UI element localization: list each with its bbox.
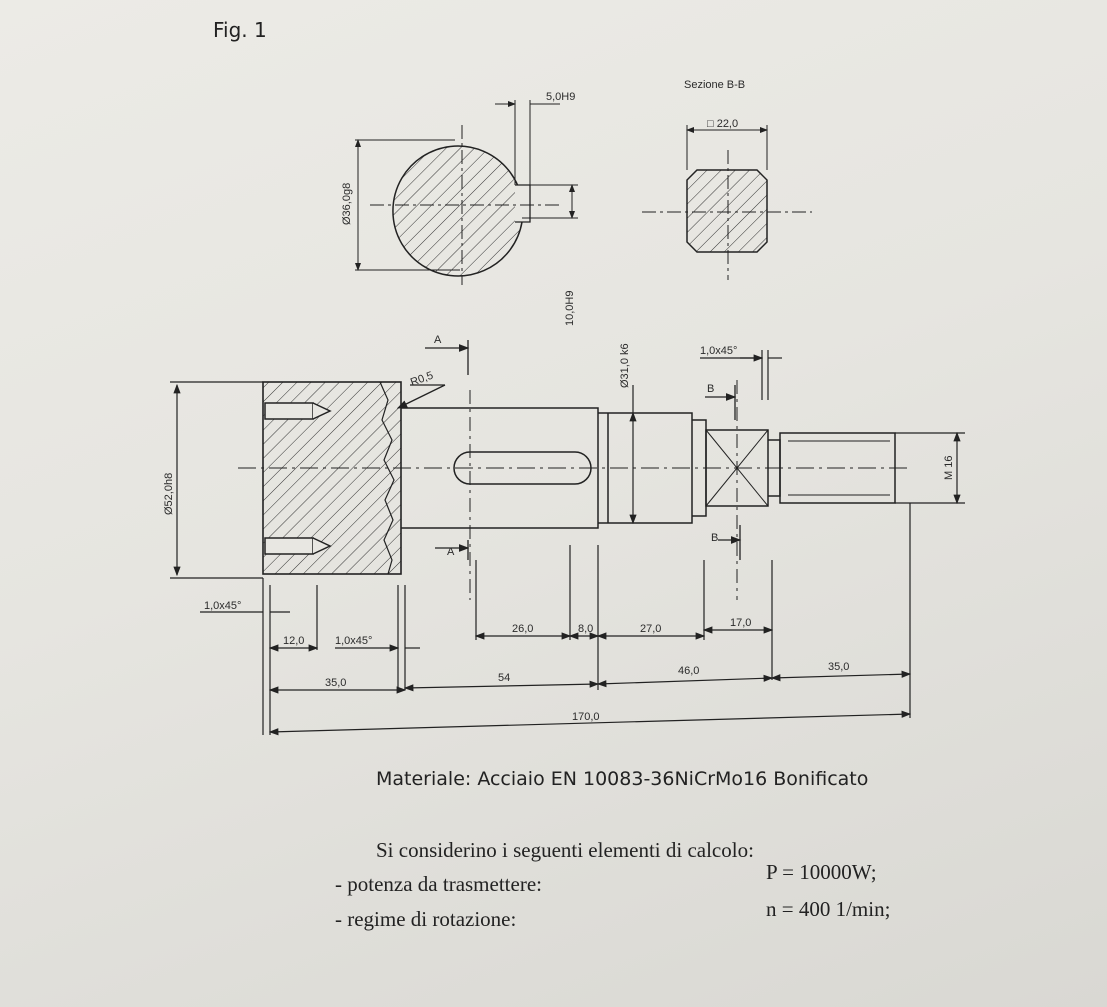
dim-12-label: 12,0 <box>283 635 305 647</box>
chamfer-right-label: 1,0x45° <box>700 345 738 357</box>
power-value: P = 10000W; <box>766 860 877 884</box>
keyway-depth-label: 10,0H9 <box>564 290 576 326</box>
section-a-view <box>355 100 578 285</box>
dim-26-label: 26,0 <box>512 623 534 635</box>
speed-label: - regime di rotazione: <box>335 907 517 931</box>
dim-54-label: 54 <box>498 672 511 684</box>
dim-27-label: 27,0 <box>640 623 662 635</box>
dim-17-label: 17,0 <box>730 617 752 629</box>
square-22-label: □ 22,0 <box>707 118 739 130</box>
power-label: - potenza da trasmettere: <box>335 872 542 896</box>
dim-35-left-label: 35,0 <box>325 677 347 689</box>
diameter-36-label: Ø36,0g8 <box>341 182 353 225</box>
dim-35-right-label: 35,0 <box>828 661 850 673</box>
section-a-top-label: A <box>434 334 442 346</box>
section-bb-label: Sezione B-B <box>684 79 746 91</box>
chamfer-left-label: 1,0x45° <box>204 600 242 612</box>
speed-value: n = 400 1/min; <box>766 897 891 921</box>
shaft-main-view <box>238 382 912 574</box>
section-a-bottom-label: A <box>447 546 455 558</box>
dim-8-label: 8,0 <box>578 623 594 635</box>
section-markers <box>398 340 740 600</box>
calc-intro: Si considerino i seguenti elementi di calcolo: <box>376 838 754 862</box>
diameter-52-label: Ø52,0h8 <box>163 472 175 515</box>
section-b-bottom-label: B <box>711 532 719 544</box>
material-spec: Materiale: Acciaio EN 10083-36NiCrMo16 Bonificato <box>376 768 869 790</box>
radius-label: R0,5 <box>408 369 435 389</box>
section-b-top-label: B <box>707 383 715 395</box>
keyway-width-label: 5,0H9 <box>546 91 576 103</box>
thread-label: M 16 <box>943 455 955 480</box>
diameter-31-label: Ø31,0 k6 <box>619 343 631 388</box>
figure-label: Fig. 1 <box>213 18 267 42</box>
chamfer-mid-label: 1,0x45° <box>335 635 373 647</box>
section-b-view <box>642 125 812 280</box>
dim-170-label: 170,0 <box>572 711 600 723</box>
diameter-52-dimension <box>170 382 263 578</box>
dim-46-label: 46,0 <box>678 665 700 677</box>
